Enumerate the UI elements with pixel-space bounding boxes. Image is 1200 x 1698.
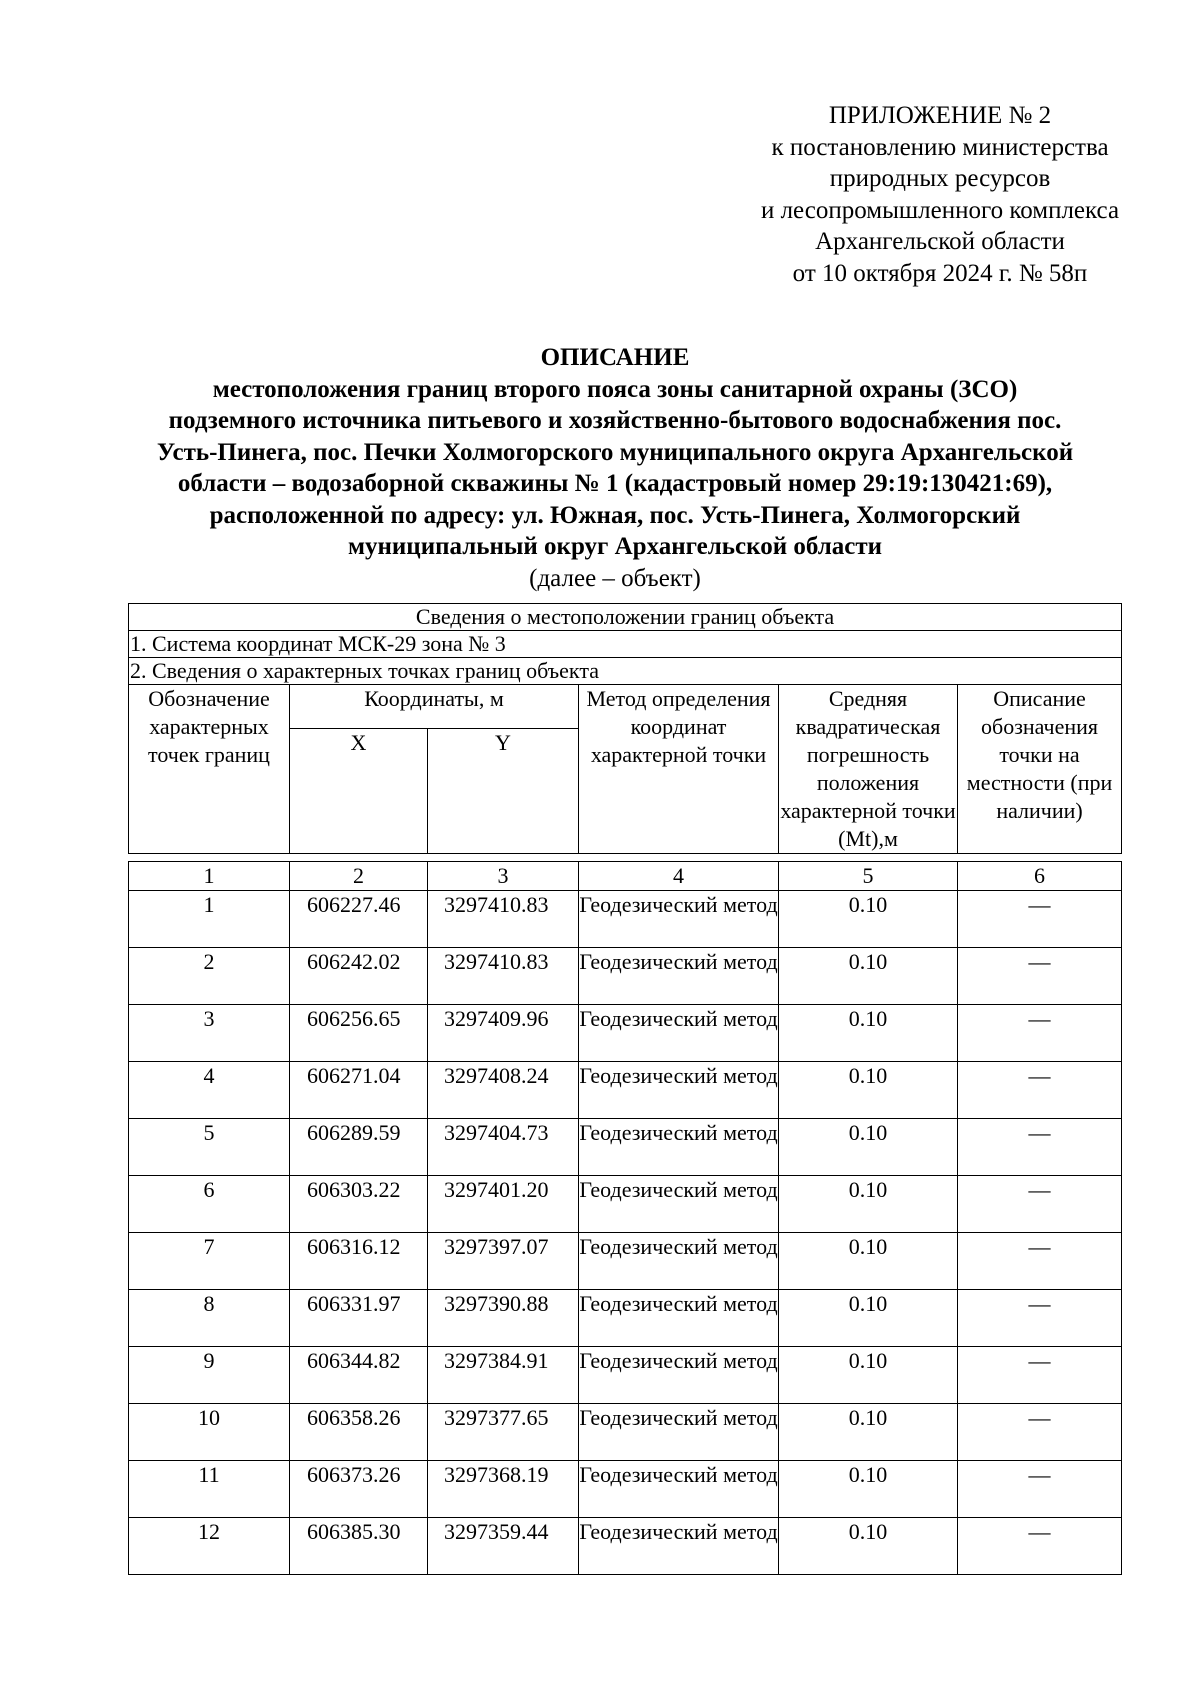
y-coordinate: 3297390.88 [428, 1290, 579, 1347]
x-coordinate: 606227.46 [290, 891, 428, 948]
x-coordinate: 606256.65 [290, 1005, 428, 1062]
y-coordinate: 3297401.20 [428, 1176, 579, 1233]
table-row [129, 1233, 1122, 1290]
method: Геодезический метод [579, 1290, 779, 1347]
point-number: 11 [129, 1461, 290, 1518]
table-caption: Сведения о местоположении границ объекта [129, 604, 1122, 631]
column-number: 1 [129, 862, 290, 891]
heading-line: Усть-Пинега, пос. Печки Холмогорского муниципального округа Архангельской [156, 438, 1074, 466]
mean-error: 0.10 [779, 1233, 958, 1290]
table-row [129, 948, 1122, 1005]
column-number: 4 [579, 862, 779, 891]
point-number: 2 [129, 948, 290, 1005]
header-point-description: Описание обозначения точки на местности (при наличии) [958, 685, 1122, 854]
point-description: — [958, 1176, 1122, 1233]
method: Геодезический метод [579, 1176, 779, 1233]
table-row [129, 1461, 1122, 1518]
method: Геодезический метод [579, 1461, 779, 1518]
x-coordinate: 606373.26 [290, 1461, 428, 1518]
y-coordinate: 3297410.83 [428, 891, 579, 948]
column-number: 3 [428, 862, 579, 891]
coordinate-system: 1. Система координат МСК-29 зона № 3 [129, 631, 1122, 658]
table-row [129, 1347, 1122, 1404]
y-coordinate: 3297384.91 [428, 1347, 579, 1404]
method: Геодезический метод [579, 1347, 779, 1404]
heading-line: области – водозаборной скважины № 1 (кадастровый номер 29:19:130421:69), [177, 470, 1053, 497]
annex-line: природных ресурсов [829, 165, 1051, 192]
header-y: Y [428, 729, 579, 854]
table-row [129, 1062, 1122, 1119]
mean-error: 0.10 [779, 1461, 958, 1518]
x-coordinate: 606303.22 [290, 1176, 428, 1233]
method: Геодезический метод [579, 1062, 779, 1119]
point-description: — [958, 1062, 1122, 1119]
point-number: 5 [129, 1119, 290, 1176]
method: Геодезический метод [579, 1005, 779, 1062]
point-number: 3 [129, 1005, 290, 1062]
x-coordinate: 606331.97 [290, 1290, 428, 1347]
header-point-designation: Обозначение характерных точек границ [129, 685, 290, 854]
boundary-info-table [128, 603, 1122, 854]
x-coordinate: 606358.26 [290, 1404, 428, 1461]
mean-error: 0.10 [779, 1062, 958, 1119]
column-number: 5 [779, 862, 958, 891]
table-row [129, 1176, 1122, 1233]
table-row [129, 1404, 1122, 1461]
point-description: — [958, 1518, 1122, 1575]
mean-error: 0.10 [779, 1005, 958, 1062]
point-description: — [958, 891, 1122, 948]
point-description: — [958, 1404, 1122, 1461]
y-coordinate: 3297410.83 [428, 948, 579, 1005]
x-coordinate: 606385.30 [290, 1518, 428, 1575]
point-description: — [958, 1119, 1122, 1176]
mean-error: 0.10 [779, 948, 958, 1005]
heading-line: подземного источника питьевого и хозяйственно-бытового водоснабжения пос. [168, 407, 1062, 434]
x-coordinate: 606344.82 [290, 1347, 428, 1404]
method: Геодезический метод [579, 891, 779, 948]
point-number: 10 [129, 1404, 290, 1461]
annex-line: и лесопромышленного комплекса [760, 196, 1120, 224]
point-description: — [958, 1233, 1122, 1290]
column-number: 6 [958, 862, 1122, 891]
point-description: — [958, 1461, 1122, 1518]
table-row [129, 1005, 1122, 1062]
method: Геодезический метод [579, 1404, 779, 1461]
y-coordinate: 3297397.07 [428, 1233, 579, 1290]
point-description: — [958, 1290, 1122, 1347]
mean-error: 0.10 [779, 1176, 958, 1233]
column-number: 2 [290, 862, 428, 891]
document-title: ОПИСАНИЕ [540, 344, 690, 371]
y-coordinate: 3297368.19 [428, 1461, 579, 1518]
heading-suffix: (далее – объект) [529, 564, 701, 592]
x-coordinate: 606289.59 [290, 1119, 428, 1176]
header-x: X [290, 729, 428, 854]
column-number-row [129, 862, 1122, 891]
heading-line: муниципальный округ Архангельской области [347, 533, 883, 560]
point-number: 7 [129, 1233, 290, 1290]
annex-line: ПРИЛОЖЕНИЕ № 2 [828, 102, 1052, 129]
table-row [129, 891, 1122, 948]
y-coordinate: 3297377.65 [428, 1404, 579, 1461]
table-row [129, 1518, 1122, 1575]
annex-line: Архангельской области [815, 228, 1065, 255]
header-method: Метод определения координат характерной точки [579, 685, 779, 854]
point-number: 4 [129, 1062, 290, 1119]
mean-error: 0.10 [779, 891, 958, 948]
table-row [129, 1119, 1122, 1176]
method: Геодезический метод [579, 1119, 779, 1176]
point-number: 9 [129, 1347, 290, 1404]
point-description: — [958, 948, 1122, 1005]
x-coordinate: 606316.12 [290, 1233, 428, 1290]
y-coordinate: 3297404.73 [428, 1119, 579, 1176]
mean-error: 0.10 [779, 1119, 958, 1176]
mean-error: 0.10 [779, 1518, 958, 1575]
annex-line: к постановлению министерства [771, 133, 1109, 161]
method: Геодезический метод [579, 1233, 779, 1290]
header-coordinates: Координаты, м [290, 685, 579, 729]
y-coordinate: 3297409.96 [428, 1005, 579, 1062]
point-number: 1 [129, 891, 290, 948]
heading-line: расположенной по адресу: ул. Южная, пос. Усть-Пинега, Холмогорский [209, 501, 1021, 529]
x-coordinate: 606271.04 [290, 1062, 428, 1119]
method: Геодезический метод [579, 948, 779, 1005]
method: Геодезический метод [579, 1518, 779, 1575]
mean-error: 0.10 [779, 1347, 958, 1404]
heading-line: местоположения границ второго пояса зоны санитарной охраны (ЗСО) [212, 375, 1018, 403]
annex-block [720, 100, 1160, 289]
x-coordinate: 606242.02 [290, 948, 428, 1005]
points-section-title: 2. Сведения о характерных точках границ объекта [129, 658, 1122, 685]
point-number: 12 [129, 1518, 290, 1575]
y-coordinate: 3297408.24 [428, 1062, 579, 1119]
mean-error: 0.10 [779, 1290, 958, 1347]
points-table [128, 861, 1122, 1575]
y-coordinate: 3297359.44 [428, 1518, 579, 1575]
point-number: 6 [129, 1176, 290, 1233]
mean-error: 0.10 [779, 1404, 958, 1461]
table-row [129, 1290, 1122, 1347]
header-mean-error: Средняя квадратическая погрешность положения характерной точки (Mt),м [779, 685, 958, 854]
point-number: 8 [129, 1290, 290, 1347]
document-heading [110, 342, 1120, 594]
annex-line: от 10 октября 2024 г. № 58п [792, 259, 1088, 287]
point-description: — [958, 1005, 1122, 1062]
point-description: — [958, 1347, 1122, 1404]
